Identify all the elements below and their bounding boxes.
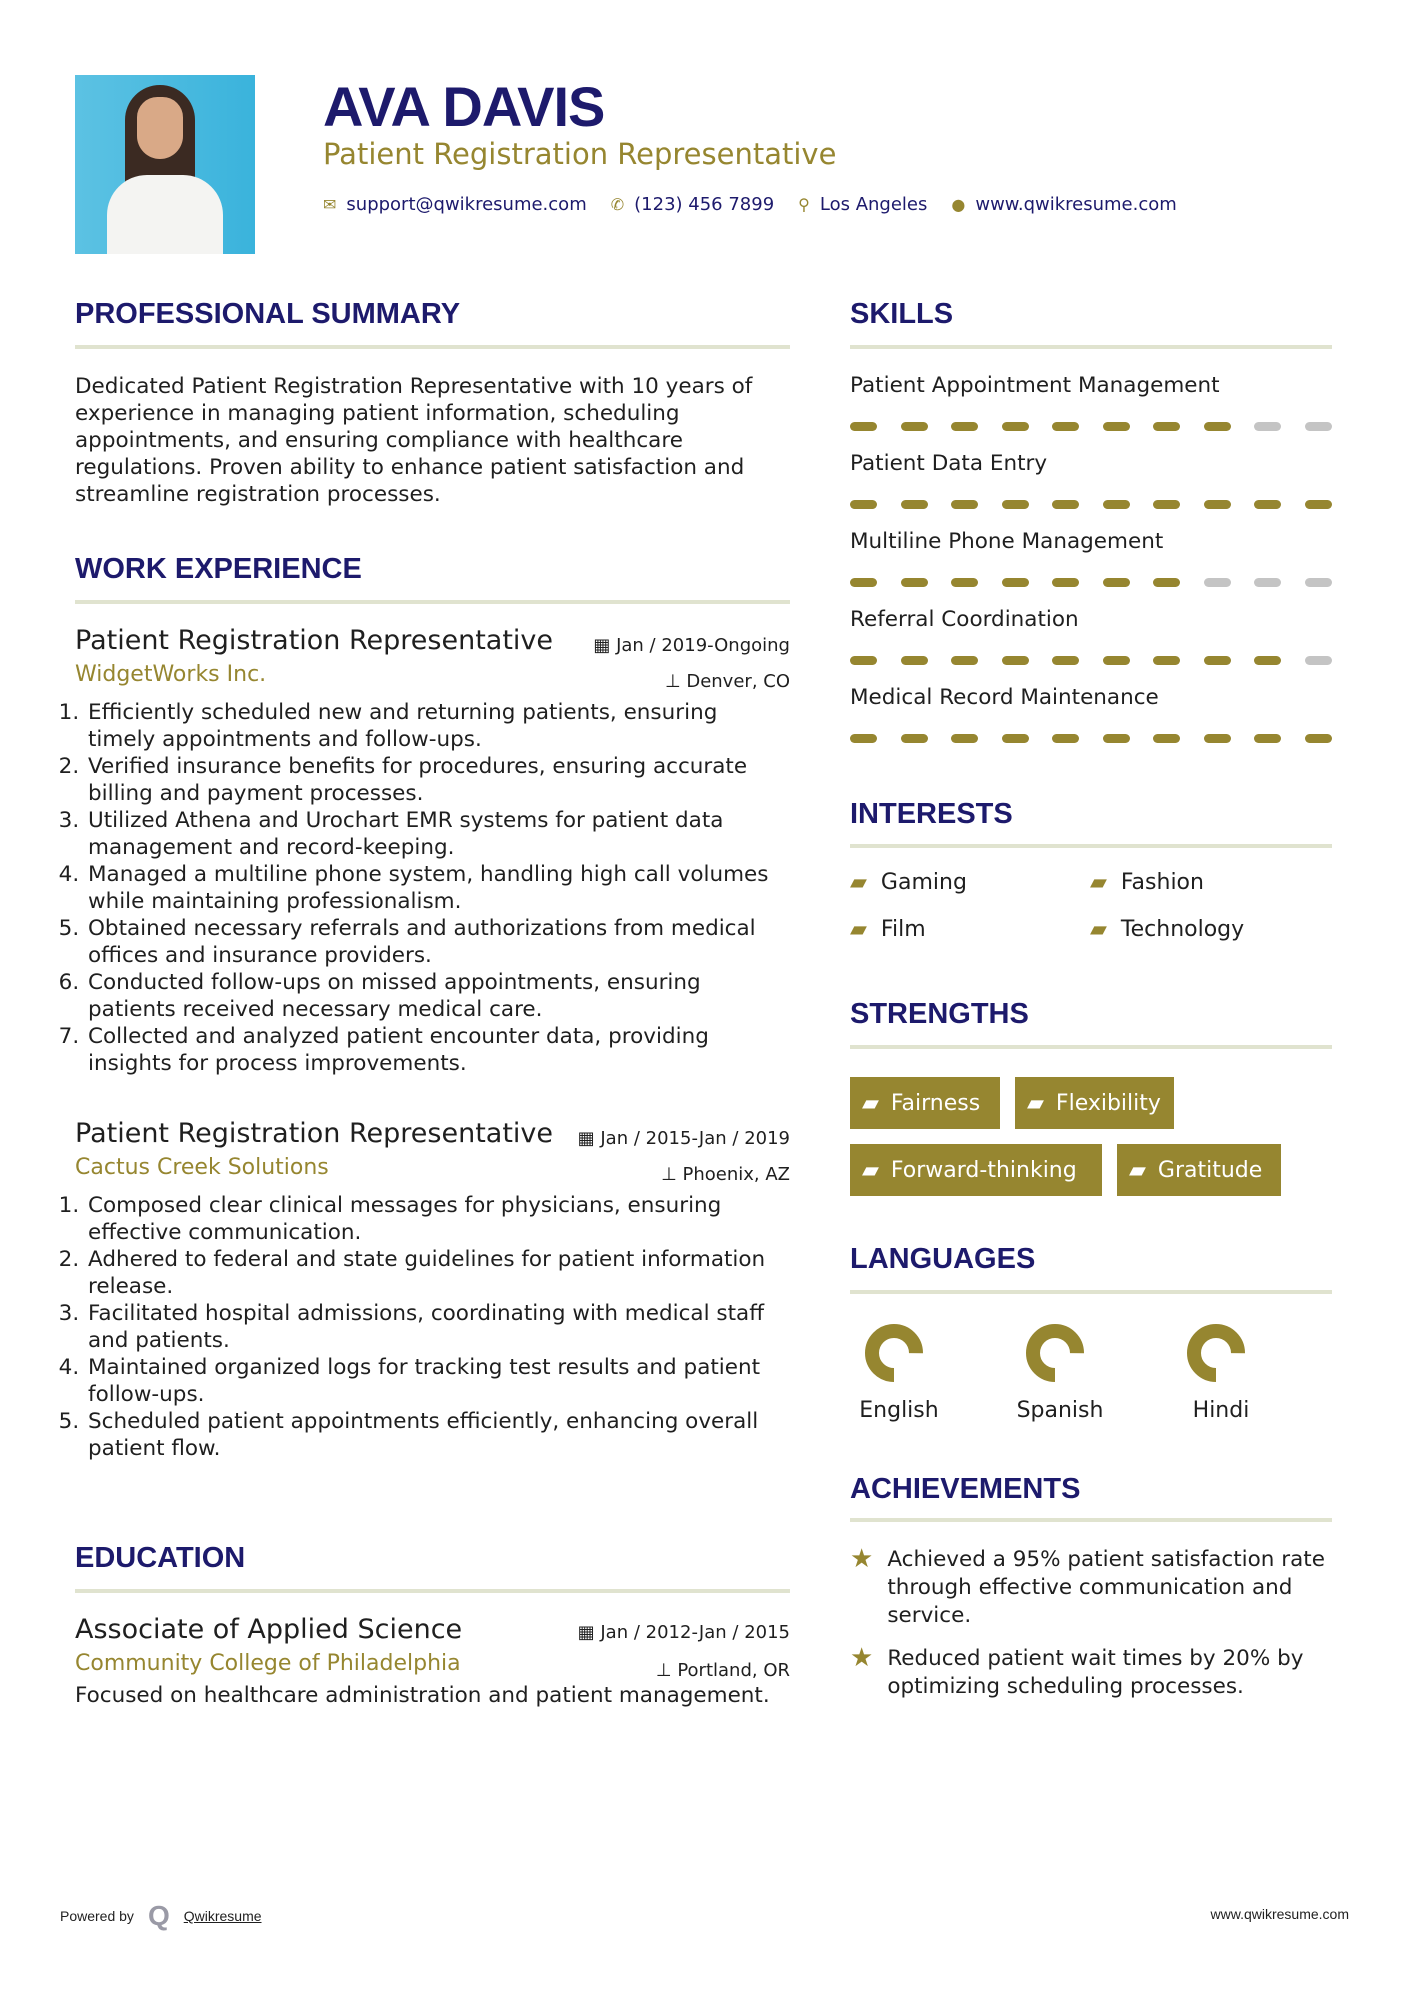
location-text: Phoenix, AZ xyxy=(682,1164,790,1185)
job-location xyxy=(661,1164,790,1185)
rating-segment xyxy=(1305,500,1332,509)
strength-label: Gratitude xyxy=(1157,1157,1263,1183)
school-name: Community College of Philadelphia xyxy=(75,1651,461,1676)
skill-rating-bar xyxy=(850,656,1332,665)
rating-segment xyxy=(951,734,978,743)
skill-name: Patient Data Entry xyxy=(850,451,1048,476)
interest-label: Gaming xyxy=(880,870,967,895)
bullet-item: 4. Managed a multiline phone system, handling high call volumes while maintaining professionalism. xyxy=(86,861,790,915)
rating-segment xyxy=(1002,656,1029,665)
bullet-item: 1. Efficiently scheduled new and returning patients, ensuring timely appointments and follow-ups. xyxy=(86,699,790,753)
rating-segment xyxy=(1103,578,1130,587)
summary-text: Dedicated Patient Registration Representative with 10 years of experience in managing patient information, scheduling appointments, and ensuring compliance with healthcare regulations. Proven ability to enhance patient satisfaction and streamline registration processes. xyxy=(75,374,753,507)
interest-label: Film xyxy=(880,917,926,942)
book-icon: ▰ xyxy=(850,870,867,895)
interest-item xyxy=(1090,917,1244,942)
company-name: WidgetWorks Inc. xyxy=(75,662,267,687)
language-level-ring xyxy=(1020,1318,1090,1388)
rating-segment xyxy=(850,734,877,743)
language-level-ring xyxy=(859,1318,929,1388)
qwikresume-logo-icon: Q xyxy=(147,1900,170,1931)
footer-website[interactable]: www.qwikresume.com xyxy=(1210,1906,1349,1922)
rating-segment xyxy=(1254,422,1281,431)
achievement-text: Achieved a 95% patient satisfaction rate through effective communication and service. xyxy=(887,1547,1325,1628)
rating-segment xyxy=(1103,656,1130,665)
strength-label: Fairness xyxy=(890,1090,981,1116)
summary-heading: PROFESSIONAL SUMMARY xyxy=(75,298,461,330)
rating-segment xyxy=(1305,734,1332,743)
rating-segment xyxy=(1204,656,1231,665)
education-entry xyxy=(75,1614,790,1709)
job-location xyxy=(665,671,790,692)
website-link[interactable]: www.qwikresume.com xyxy=(975,194,1177,215)
skill-item xyxy=(850,529,1332,607)
rating-segment xyxy=(901,734,928,743)
rating-segment xyxy=(1153,422,1180,431)
language-name: Hindi xyxy=(1192,1398,1250,1423)
envelope-icon: ✉ xyxy=(323,195,337,214)
rating-segment xyxy=(1153,734,1180,743)
rating-segment xyxy=(1204,578,1231,587)
rating-segment xyxy=(850,422,877,431)
strengths-heading: STRENGTHS xyxy=(850,998,1029,1030)
footer-powered xyxy=(60,1900,262,1932)
interest-label: Technology xyxy=(1120,917,1245,942)
rating-segment xyxy=(951,422,978,431)
rating-segment xyxy=(1103,500,1130,509)
languages-heading: LANGUAGES xyxy=(850,1243,1036,1275)
interest-item xyxy=(850,870,967,895)
location-text: Denver, CO xyxy=(686,671,790,692)
pin-icon: ⊥ xyxy=(655,1660,678,1681)
rating-segment xyxy=(1204,500,1231,509)
brand-link[interactable]: Qwikresume xyxy=(183,1908,262,1924)
book-icon: ▰ xyxy=(1027,1090,1044,1116)
book-icon: ▰ xyxy=(1129,1157,1146,1183)
phone-icon: ✆ xyxy=(610,195,625,214)
strength-tag xyxy=(1117,1144,1281,1196)
star-icon: ★ xyxy=(850,1544,874,1574)
rating-segment xyxy=(1052,578,1079,587)
job-dates xyxy=(593,635,790,656)
language-item xyxy=(1161,1318,1301,1423)
job-title: Patient Registration Representative xyxy=(75,1118,554,1149)
rating-segment xyxy=(901,422,928,431)
bullet-item: 5. Scheduled patient appointments efficiently, enhancing overall patient flow. xyxy=(86,1408,790,1462)
location-text: Los Angeles xyxy=(819,194,928,215)
rating-segment xyxy=(951,656,978,665)
star-icon: ★ xyxy=(850,1643,874,1673)
calendar-icon: ▦ xyxy=(577,1128,601,1149)
rating-segment xyxy=(1305,422,1332,431)
rating-segment xyxy=(951,500,978,509)
rating-segment xyxy=(951,578,978,587)
skill-item xyxy=(850,373,1332,451)
skills-list xyxy=(850,373,1332,763)
bullet-item: 1. Composed clear clinical messages for physicians, ensuring effective communication. xyxy=(86,1192,790,1246)
language-name: Spanish xyxy=(1016,1398,1104,1423)
rating-segment xyxy=(1103,422,1130,431)
book-icon: ▰ xyxy=(1090,870,1107,895)
book-icon: ▰ xyxy=(850,917,867,942)
rating-segment xyxy=(901,656,928,665)
interest-item xyxy=(850,917,926,942)
phone-text: (123) 456 7899 xyxy=(634,194,775,215)
achievement-item xyxy=(850,1546,1330,1630)
rating-segment xyxy=(1002,422,1029,431)
bullet-item: 5. Obtained necessary referrals and authorizations from medical offices and insurance providers. xyxy=(86,915,790,969)
experience-heading: WORK EXPERIENCE xyxy=(75,553,362,585)
bullet-item: 4. Maintained organized logs for tracking test results and patient follow-ups. xyxy=(86,1354,790,1408)
book-icon: ▰ xyxy=(862,1157,879,1183)
education-location xyxy=(656,1660,790,1681)
candidate-name: AVA DAVIS xyxy=(323,75,605,138)
interests-heading: INTERESTS xyxy=(850,798,1013,830)
book-icon: ▰ xyxy=(1090,917,1107,942)
skill-item xyxy=(850,607,1332,685)
rating-segment xyxy=(1052,656,1079,665)
job-entry xyxy=(75,625,790,1077)
rating-segment xyxy=(1153,656,1180,665)
book-icon: ▰ xyxy=(862,1090,879,1116)
pin-icon: ⊥ xyxy=(664,671,687,692)
rating-segment xyxy=(1103,734,1130,743)
interest-item xyxy=(1090,870,1204,895)
skill-name: Multiline Phone Management xyxy=(850,529,1164,554)
skills-heading: SKILLS xyxy=(850,298,954,330)
dates-text: Jan / 2015-Jan / 2019 xyxy=(600,1128,790,1149)
divider xyxy=(850,1290,1332,1294)
rating-segment xyxy=(1254,500,1281,509)
strength-tag xyxy=(1015,1077,1174,1129)
contact-bar xyxy=(323,194,1191,215)
divider xyxy=(850,1045,1332,1049)
bullet-item: 7. Collected and analyzed patient encounter data, providing insights for process improvements. xyxy=(86,1023,790,1077)
language-name: English xyxy=(859,1398,939,1423)
strength-tag xyxy=(850,1077,1000,1129)
strength-label: Forward-thinking xyxy=(890,1157,1077,1183)
rating-segment xyxy=(1002,734,1029,743)
dates-text: Jan / 2012-Jan / 2015 xyxy=(600,1622,790,1643)
education-description: Focused on healthcare administration and patient management. xyxy=(75,1683,770,1708)
language-item xyxy=(839,1318,979,1423)
skill-rating-bar xyxy=(850,578,1332,587)
bullet-item: 3. Utilized Athena and Urochart EMR systems for patient data management and record-keeping. xyxy=(86,807,790,861)
job-bullets xyxy=(68,1192,790,1462)
skill-rating-bar xyxy=(850,422,1332,431)
powered-by-text: Powered by xyxy=(60,1908,134,1924)
job-entry xyxy=(75,1118,790,1462)
map-pin-icon: ⚲ xyxy=(798,195,810,214)
company-name: Cactus Creek Solutions xyxy=(75,1155,329,1180)
skill-item xyxy=(850,451,1332,529)
achievements-heading: ACHIEVEMENTS xyxy=(850,1473,1081,1505)
rating-segment xyxy=(1305,578,1332,587)
divider xyxy=(75,1589,790,1593)
rating-segment xyxy=(1052,500,1079,509)
divider xyxy=(850,345,1332,349)
rating-segment xyxy=(1052,734,1079,743)
degree: Associate of Applied Science xyxy=(75,1614,463,1645)
bullet-item: 2. Verified insurance benefits for procedures, ensuring accurate billing and payment processes. xyxy=(86,753,790,807)
rating-segment xyxy=(850,656,877,665)
rating-segment xyxy=(1254,578,1281,587)
rating-segment xyxy=(1153,578,1180,587)
education-dates xyxy=(578,1622,790,1643)
rating-segment xyxy=(901,500,928,509)
bullet-item: 3. Facilitated hospital admissions, coordinating with medical staff and patients. xyxy=(86,1300,790,1354)
rating-segment xyxy=(1153,500,1180,509)
calendar-icon: ▦ xyxy=(593,635,617,656)
achievement-text: Reduced patient wait times by 20% by optimizing scheduling processes. xyxy=(887,1646,1304,1699)
divider xyxy=(850,844,1332,848)
skill-rating-bar xyxy=(850,734,1332,743)
dates-text: Jan / 2019-Ongoing xyxy=(616,635,790,656)
job-bullets xyxy=(68,699,790,1077)
calendar-icon: ▦ xyxy=(577,1622,601,1643)
job-title: Patient Registration Representative xyxy=(75,625,554,656)
bullet-item: 2. Adhered to federal and state guidelines for patient information release. xyxy=(86,1246,790,1300)
globe-icon: ● xyxy=(951,195,966,214)
rating-segment xyxy=(901,578,928,587)
email-link[interactable]: support@qwikresume.com xyxy=(346,194,587,215)
divider xyxy=(75,600,790,604)
skill-name: Referral Coordination xyxy=(850,607,1079,632)
rating-segment xyxy=(850,500,877,509)
strength-tag xyxy=(850,1144,1102,1196)
divider xyxy=(850,1518,1332,1522)
skill-name: Medical Record Maintenance xyxy=(850,685,1159,710)
language-level-ring xyxy=(1181,1318,1251,1388)
rating-segment xyxy=(1052,422,1079,431)
bullet-item: 6. Conducted follow-ups on missed appointments, ensuring patients received necessary medical care. xyxy=(86,969,790,1023)
rating-segment xyxy=(1254,734,1281,743)
skill-rating-bar xyxy=(850,500,1332,509)
achievement-item xyxy=(850,1645,1330,1701)
rating-segment xyxy=(1002,500,1029,509)
rating-segment xyxy=(1204,734,1231,743)
skill-name: Patient Appointment Management xyxy=(850,373,1220,398)
education-heading: EDUCATION xyxy=(75,1542,246,1574)
rating-segment xyxy=(1002,578,1029,587)
job-dates xyxy=(578,1128,790,1149)
skill-item xyxy=(850,685,1332,763)
pin-icon: ⊥ xyxy=(661,1164,683,1185)
divider xyxy=(75,345,790,349)
interest-label: Fashion xyxy=(1120,870,1204,895)
rating-segment xyxy=(1254,656,1281,665)
candidate-title: Patient Registration Representative xyxy=(323,137,837,171)
rating-segment xyxy=(1204,422,1231,431)
profile-photo xyxy=(75,75,255,254)
strength-label: Flexibility xyxy=(1055,1090,1161,1116)
location-text: Portland, OR xyxy=(677,1660,790,1681)
language-item xyxy=(1000,1318,1140,1423)
rating-segment xyxy=(1305,656,1332,665)
rating-segment xyxy=(850,578,877,587)
